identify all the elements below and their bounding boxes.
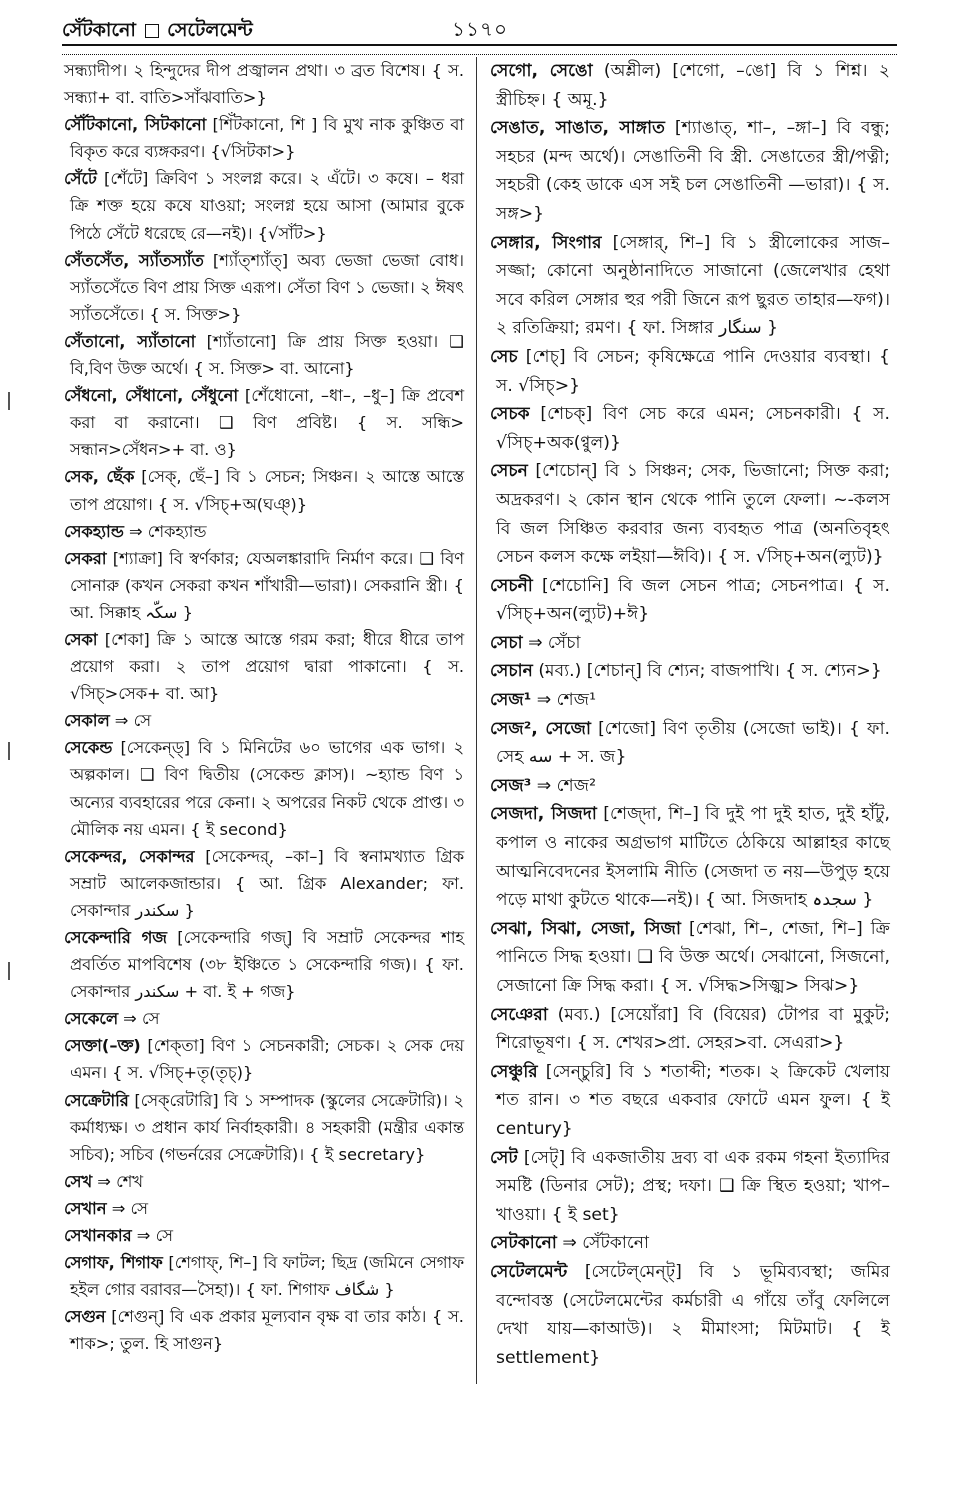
dictionary-entry <box>64 1168 464 1195</box>
entry-definition: [সেকেন্দর্, –কা–] বি স্বনামখ্যাত গ্রিক সম্রাট আলেকজান্ডার। { আ. গ্রিক Alexander; ফা. সেকান্দার سکندر } <box>70 846 464 920</box>
dictionary-entry <box>64 707 464 734</box>
dictionary-entry <box>490 1001 890 1058</box>
dictionary-entry <box>64 1032 464 1086</box>
entry-definition: ⇒ শেজ¹ <box>536 690 596 711</box>
entry-headword: সেক্তা(–ক্ত) <box>64 1036 141 1056</box>
entry-definition: [শেঁধোনো, –ধা–, –ধু–] ক্রি প্রবেশ করা বা করানো। ❑ বিণ প্রবিষ্ট। { স. সন্ধি> সন্ধান>সেঁধন>+ বা. ও} <box>70 386 464 460</box>
dictionary-entry <box>490 457 890 571</box>
entry-headword: সেজ², সেজো <box>490 718 591 739</box>
entry-headword: সেটকানো <box>490 1233 557 1254</box>
entry-definition: [সেক্‌রেটারি] বি ১ সম্পাদক (স্কুলের সেক্রেটারি)। ২ কর্মাধ্যক্ষ। ৩ প্রধান কার্য নির্বাহকারী। ৪ সহকারী (মন্ত্রীর একান্ত সচিব); সচিব (গভর্নরের সেক্রেটারি)। { ই secretary} <box>70 1090 464 1164</box>
margin-mark <box>8 392 10 410</box>
dictionary-entry <box>64 924 464 1005</box>
entry-definition: সন্ধ্যাদীপ। ২ হিন্দুদের দীপ প্রজ্বালন প্রথা। ৩ ব্রত বিশেষ। { স. সন্ধ্যা+ বা. বাতি>সাঁঝবাতি>} <box>64 61 464 108</box>
dictionary-entry <box>64 247 464 328</box>
entry-definition: ⇒ সেঁচা <box>528 632 581 653</box>
entry-definition: [শেচক্] বিণ সেচ করে এমন; সেচনকারী। { স. √সিচ্+অক(ণ্বুল)} <box>496 404 890 453</box>
entry-headword: সেকেন্দর, সেকান্দর <box>64 846 195 866</box>
page-header <box>62 12 897 44</box>
entry-headword: সেঞ্চুরি <box>490 1061 538 1082</box>
entry-headword: সেগুন <box>64 1307 106 1327</box>
entry-headword: সেখানকার <box>64 1226 132 1246</box>
entry-headword: সেটেলমেন্ট <box>490 1261 568 1282</box>
dictionary-entry <box>490 715 890 772</box>
entry-headword: সৌঁটকানো, সিটকানো <box>64 115 207 135</box>
entry-definition: [শেজ্দা, শি–] বি দুই পা দুই হাত, দুই হাঁটু, কপাল ও নাকের অগ্রভাগ মাটিতে ঠেকিয়ে আল্লাহর কাছে আত্মনিবেদনের ইসলামি নীতি (সেজদা ত নয়—উপুড় হয়ে পড়ে মাথা কুটতে থাকে—নই)। { আ. সিজদাহ سجدہ } <box>496 804 890 911</box>
entry-definition: [সেঙ্গার্, শি–] বি ১ স্ত্রীলোকের সাজ–সজ্জা; কোনো অনুষ্ঠানাদিতে সাজানো (জেলেখার হেথা সবে করিল সেঙ্গার হুর পরী জিনে রূপ ছুরত তাহার—ফগ)। ২ রতিক্রিয়া; রমণ। { ফা. সিঙ্গার سنگار } <box>496 232 890 339</box>
entry-definition: (মব্য.) [শেচান্] বি শ্যেন; বাজপাখি। { স. শ্যেন>} <box>538 661 882 682</box>
entry-definition: [সেকেন্দারি গজ্] বি সম্রাট সেকেন্দর শাহ প্রবর্তিত মাপবিশেষ (৩৮ ইঞ্চিতে ১ সেকেন্দারি গজ)। { ফা. সেকান্দার سکندر + বা. ই + গজ} <box>70 928 464 1002</box>
dictionary-entry <box>490 114 890 228</box>
dictionary-entry <box>490 1058 890 1144</box>
dictionary-entry <box>490 686 890 715</box>
entry-headword: সেট <box>490 1147 518 1168</box>
dictionary-entry <box>490 772 890 801</box>
entry-definition: ⇒ সে <box>123 1009 160 1029</box>
dictionary-entry <box>64 1222 464 1249</box>
entry-definition: [শেঁটে] ক্রিবিণ ১ সংলগ্ন করে। ২ এঁটে। ৩ কষে। – ধরা ক্রি শক্ত হয়ে কষে যাওয়া; সংলগ্ন হয়ে আসা (আমার বুকে পিঠে সেঁটে ধরেছে রে—নই)। {√সাঁট>} <box>70 169 464 243</box>
dictionary-entry <box>490 915 890 1001</box>
right-column <box>490 57 890 1372</box>
entry-definition: [শ্যাঙাত্, শা–, –ঙ্গা–] বি বন্ধু; সহচর (মন্দ অর্থে)। সেঙাতিনী বি স্ত্রী. সেঙাতের স্ত্রী/পত্নী; সহচরী (কেহ ডাকে এস সই চল সেঙাতিনী —ভারা)। { স. সঙ্গ>} <box>496 118 890 224</box>
header-rule <box>62 44 897 55</box>
entry-headword: সেকেন্দারি গজ <box>64 928 167 947</box>
page-number: ১১৭০ <box>452 17 508 41</box>
entry-definition: [শেঝা, শি–, শেজা, শি–] ক্রি পানিতে সিদ্ধ হওয়া। ❑ বি উক্ত অর্থে। সেঝানো, সিজনো, সেজানো ক্রি সিদ্ধ করা। { স. √সিদ্ধ>সিজ্ঝ> সিঝ>} <box>496 918 890 996</box>
entry-headword: সেক, ছেঁক <box>64 467 135 487</box>
dictionary-entry <box>64 165 464 246</box>
separator-box-icon <box>145 24 159 38</box>
dictionary-entry <box>490 1229 890 1258</box>
entry-headword: সেগাফ, শিগাফ <box>64 1253 163 1273</box>
dictionary-entry <box>64 734 464 842</box>
dictionary-entry <box>64 1195 464 1222</box>
entry-definition: [শেচোন্] বি ১ সিঞ্চন; সেক, ভিজানো; সিক্ত করা; অদ্রকরণ। ২ কোন স্থান থেকে পানি তুলে ফেলা। ~-কলস বি জল সিঞ্চিত করবার জন্য ব্যবহৃত পাত্র (অনতিবৃহৎ সেচন কলস কক্ষে লইয়া—ঈবি)। { স. √সিচ্+অন(ল্যুট)} <box>496 461 890 568</box>
entry-definition: (অশ্লীল) [শেগো, –ঙো] বি ১ শিশ্ন। ২ স্ত্রীচিহ্ন। { অমূ.} <box>496 61 890 110</box>
entry-headword: সেকরা <box>64 548 107 568</box>
dictionary-entry <box>490 400 890 457</box>
entry-definition: [শেক্‌তা] বিণ ১ সেচনকারী; সেচক। ২ সেক দেয় এমন। { স. √সিচ্+তৃ(তৃচ্)} <box>70 1036 464 1083</box>
entry-definition: ⇒ শেকহ্যান্ড <box>128 521 207 541</box>
entry-headword: সেকহ্যান্ড <box>64 521 124 541</box>
dictionary-entry <box>64 545 464 626</box>
entry-headword: সেচনী <box>490 575 533 596</box>
dictionary-entry <box>490 572 890 629</box>
entry-definition: ⇒ সে <box>136 1226 173 1246</box>
entry-definition: [সেন্‌চুরি] বি ১ শতাব্দী; শতক। ২ ক্রিকেট খেলায় শত রান। ৩ শত বছরে একবার ফোটে এমন ফুল। { ই century} <box>496 1061 890 1139</box>
entry-headword: সেচক <box>490 404 530 425</box>
entry-headword: সেখান <box>64 1198 107 1218</box>
dictionary-entry <box>490 343 890 400</box>
dictionary-entry <box>64 626 464 707</box>
entry-headword: সেকেন্ড <box>64 738 113 758</box>
dictionary-entry <box>64 843 464 924</box>
entry-headword: সেচা <box>490 632 523 653</box>
entry-headword: সেঙ্গার, সিংগার <box>490 232 602 253</box>
entry-definition: [শেচ্] বি সেচন; কৃষিক্ষেত্রে পানি দেওয়ার ব্যবস্থা। { স. √সিচ্>} <box>496 346 890 396</box>
entry-definition: [শ্যাক্রা] বি স্বর্ণকার; যেঅলঙ্কারাদি নির্মাণ করে। ❑ বিণ সোনারু (কখন সেকরা কখন শাঁখারী—ভারা)। সেকরানি স্ত্রী। { আ. সিক্কাহ سکّہ } <box>70 548 464 622</box>
entry-definition: [শ্যাঁতানো] ক্রি প্রায় সিক্ত হওয়া। ❑ বি,বিণ উক্ত অর্থে। { স. সিক্ত> বা. আনো} <box>70 331 464 379</box>
entry-definition: ⇒ সেঁটকানো <box>562 1233 650 1254</box>
entry-headword: সেঞেরা <box>490 1004 548 1025</box>
entry-definition: [সেট্] বি একজাতীয় দ্রব্য বা এক রকম গহনা ইত্যাদির সমষ্টি (ডিনার সেট); প্রস্থ; দফা। ❑ ক্রি স্থিত হওয়া; খাপ–খাওয়া। { ই set} <box>496 1147 890 1225</box>
entry-definition: (মব্য.) [সেয়োঁরা] বি (বিয়ের) টোপর বা মুকুট; শিরোভূষণ। { স. শেখর>প্রা. সেহর>বা. সেএরা>} <box>496 1004 890 1054</box>
dictionary-entry <box>490 1258 890 1372</box>
entry-headword: সেগো, সেঙো <box>490 61 593 81</box>
dictionary-entry <box>64 1005 464 1032</box>
entry-definition: ⇒ শেজ² <box>536 775 596 796</box>
entry-headword: সেকাল <box>64 711 110 731</box>
entry-definition: ⇒ সে <box>114 711 151 731</box>
entry-definition: [শেচোনি] বি জল সেচন পাত্র; সেচনপাত্র। { স. √সিচ্+অন(ল্যুট)+ঈ} <box>496 575 891 625</box>
guide-word-first: সেঁটকানো <box>62 19 136 41</box>
entry-headword: সেঁধনো, সেঁধানো, সেঁধুনো <box>64 386 239 406</box>
entry-definition: ⇒ শেখ <box>97 1171 143 1191</box>
entry-definition: [সেক্, ছেঁ–] বি ১ সেচন; সিঞ্চন। ২ আস্তে আস্তে তাপ প্রয়োগ। { স. √সিচ্+অ(ঘঞ্)} <box>70 467 464 514</box>
left-column <box>64 57 464 1358</box>
entry-headword: সেক্রেটারি <box>64 1090 129 1110</box>
dictionary-entry <box>64 328 464 382</box>
entry-definition: [শেগুন্] বি এক প্রকার মূল্যবান বৃক্ষ বা তার কাঠ। { স. শাক>; তুল. হি সাগুন} <box>70 1307 464 1354</box>
entry-headword: সেচ <box>490 346 518 367</box>
column-divider <box>476 57 477 1384</box>
dictionary-entry <box>490 800 890 914</box>
entry-headword: সেজ³ <box>490 775 532 796</box>
dictionary-entry <box>64 1087 464 1168</box>
entry-definition: [শেজো] বিণ তৃতীয় (সেজো ভাই)। { ফা. সেহ سه + স. জ} <box>496 718 891 768</box>
dictionary-entry <box>64 1303 464 1357</box>
entry-headword: সেঁতানো, স্যাঁতানো <box>64 331 196 351</box>
entry-headword: সেকেলে <box>64 1009 118 1029</box>
entry-definition: [শ্যাঁত্শ্যাঁত্] অব্য ভেজা ভেজা বোধ। স্যাঁতসেঁতে বিণ প্রায় সিক্ত এরূপ। সেঁতা বিণ ১ ভেজা। ২ ঈষৎ স্যাঁতসেঁতে। { স. সিক্ত>} <box>70 250 464 324</box>
dictionary-entry <box>490 629 890 658</box>
margin-mark <box>8 962 10 980</box>
entry-definition: ⇒ সে <box>111 1198 148 1218</box>
dictionary-entry <box>490 657 890 686</box>
entry-headword: সেকা <box>64 629 98 649</box>
entry-headword: সেচন <box>490 461 528 482</box>
entry-headword: সেচান <box>490 661 533 682</box>
entry-headword: সেঁতসেঁত, স্যাঁতস্যাঁত <box>64 250 204 270</box>
entry-headword: সেজদা, সিজদা <box>490 804 597 825</box>
entry-headword: সেজ¹ <box>490 690 532 711</box>
entry-definition: [শিঁটকানো, শি ] বি মুখ নাক কুঞ্চিত বা বিকৃত করে ব্যঙ্গকরণ। {√সিটকা>} <box>70 115 464 162</box>
guide-word-last: সেটেলমেন্ট <box>167 19 253 41</box>
entry-headword: সেঙাত, সাঙাত, সাঙ্গাত <box>490 118 666 139</box>
entry-definition: [শেকা] ক্রি ১ আস্তে আস্তে গরম করা; ধীরে ধীরে তাপ প্রয়োগ করা। ২ তাপ প্রয়োগ দ্বারা পাকানো। { স. √সিচ্>সেক+ বা. আ} <box>70 629 464 704</box>
dictionary-entry <box>64 382 464 463</box>
entry-headword: সেখ <box>64 1171 93 1191</box>
entry-headword: সেঁটে <box>64 169 97 189</box>
dictionary-entry <box>490 229 890 343</box>
dictionary-entry <box>64 111 464 165</box>
dictionary-entry <box>64 518 464 545</box>
dictionary-entry <box>490 1144 890 1230</box>
dictionary-entry <box>490 57 890 114</box>
dictionary-entry <box>64 1249 464 1303</box>
margin-mark <box>8 742 10 760</box>
entry-definition: [সেকেন্‌ড্] বি ১ মিনিটের ৬০ ভাগের এক ভাগ। ২ অল্পকাল। ❑ বিণ দ্বিতীয় (সেকেন্ড ক্লাস)। ~হ্যান্ড বিণ ১ অন্যের ব্যবহারের পরে কেনা। ২ অপরের নিকট থেকে প্রাপ্ত। ৩ মৌলিক নয় এমন। { ই second} <box>70 738 464 839</box>
entry-headword: সেঝা, সিঝা, সেজা, সিজা <box>490 918 681 939</box>
entry-definition: [সেটেল্‌মেন্‌ট্] বি ১ ভূমিব্যবস্থা; জমির বন্দোবস্ত (সেটেলমেন্টের কর্মচারী এ গাঁয়ে তাঁবু ফেলিলে দেখা যায়—কাআউ)। ২ মীমাংসা; মিটমাট। { ই settlement} <box>496 1261 890 1368</box>
dictionary-entry <box>64 463 464 517</box>
entry-definition: [শেগাফ্, শি–] বি ফাটল; ছিদ্র (জমিনে সেগাফ হইল গোর বরাবর—সৈহা)। { ফা. শিগাফ شگاف } <box>70 1253 464 1300</box>
dictionary-entry <box>64 57 464 111</box>
